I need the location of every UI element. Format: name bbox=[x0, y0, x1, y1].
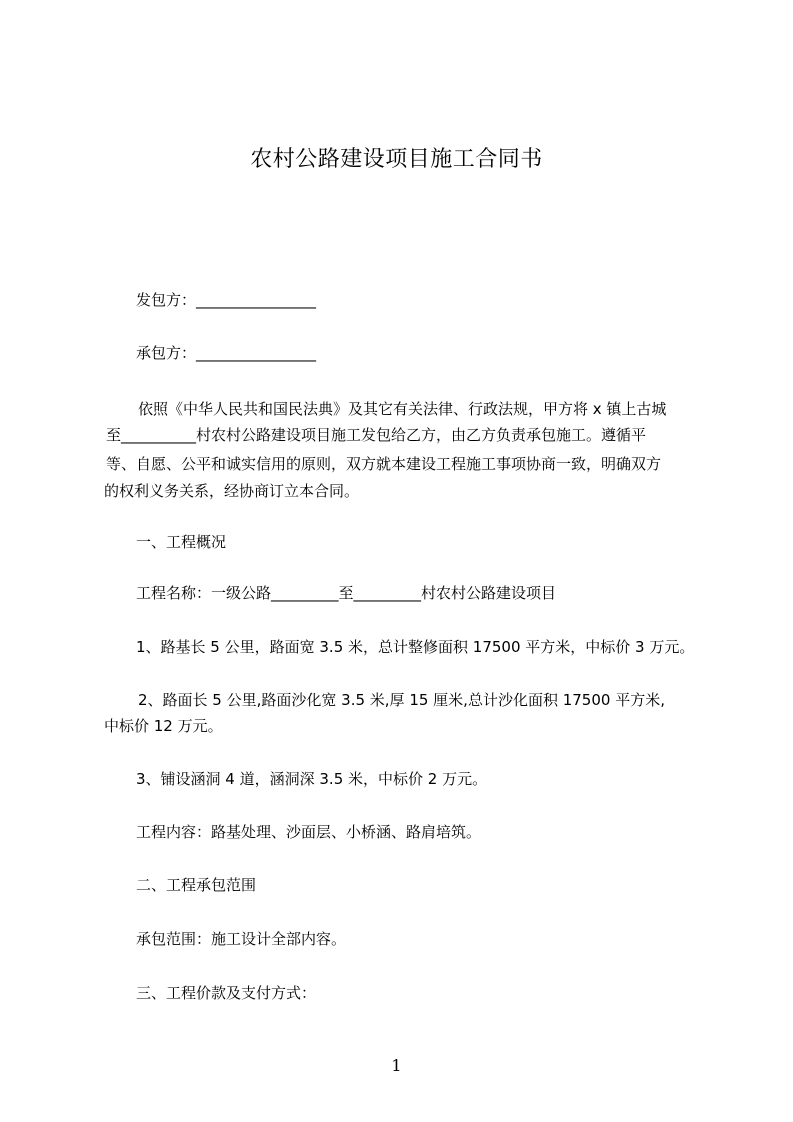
intro-paragraph-line-2: 至__________村农村公路建设项目施工发包给乙方，由乙方负责承包施工。遵循平 bbox=[106, 426, 647, 444]
section-3-heading: 三、工程价款及支付方式： bbox=[136, 984, 317, 1002]
intro-paragraph-line-1: 依照《中华人民共和国民法典》及其它有关法律、行政法规，甲方将 x 镇上古城 bbox=[138, 400, 667, 418]
party-b-line: 承包方：________________ bbox=[136, 344, 317, 362]
scope-line: 承包范围：施工设计全部内容。 bbox=[136, 930, 347, 948]
item-2-road-surface-line-2: 中标价 12 万元。 bbox=[104, 717, 223, 735]
document-title: 农村公路建设项目施工合同书 bbox=[250, 147, 543, 172]
page-number: 1 bbox=[391, 1056, 402, 1075]
party-a-line: 发包方：________________ bbox=[136, 291, 317, 309]
item-3-culverts: 3、铺设涵洞 4 道，涵洞深 3.5 米，中标价 2 万元。 bbox=[136, 770, 488, 788]
item-2-road-surface-line-1: 2、路面长 5 公里,路面沙化宽 3.5 米,厚 15 厘米,总计沙化面积 17500 平方米, bbox=[138, 691, 665, 709]
project-name-line: 工程名称：一级公路_________至_________村农村公路建设项目 bbox=[136, 584, 557, 602]
intro-paragraph-line-3: 等、自愿、公平和诚实信用的原则，双方就本建设工程施工事项协商一致，明确双方 bbox=[106, 455, 662, 473]
section-1-heading: 一、工程概况 bbox=[136, 533, 227, 551]
item-1-road-base: 1、路基长 5 公里，路面宽 3.5 米，总计整修面积 17500 平方米，中标价 3 万元。 bbox=[136, 638, 695, 656]
work-content-line: 工程内容：路基处理、沙面层、小桥涵、路肩培筑。 bbox=[136, 823, 482, 841]
section-2-heading: 二、工程承包范围 bbox=[136, 876, 257, 894]
intro-paragraph-line-4: 的权利义务关系，经协商订立本合同。 bbox=[104, 482, 360, 500]
